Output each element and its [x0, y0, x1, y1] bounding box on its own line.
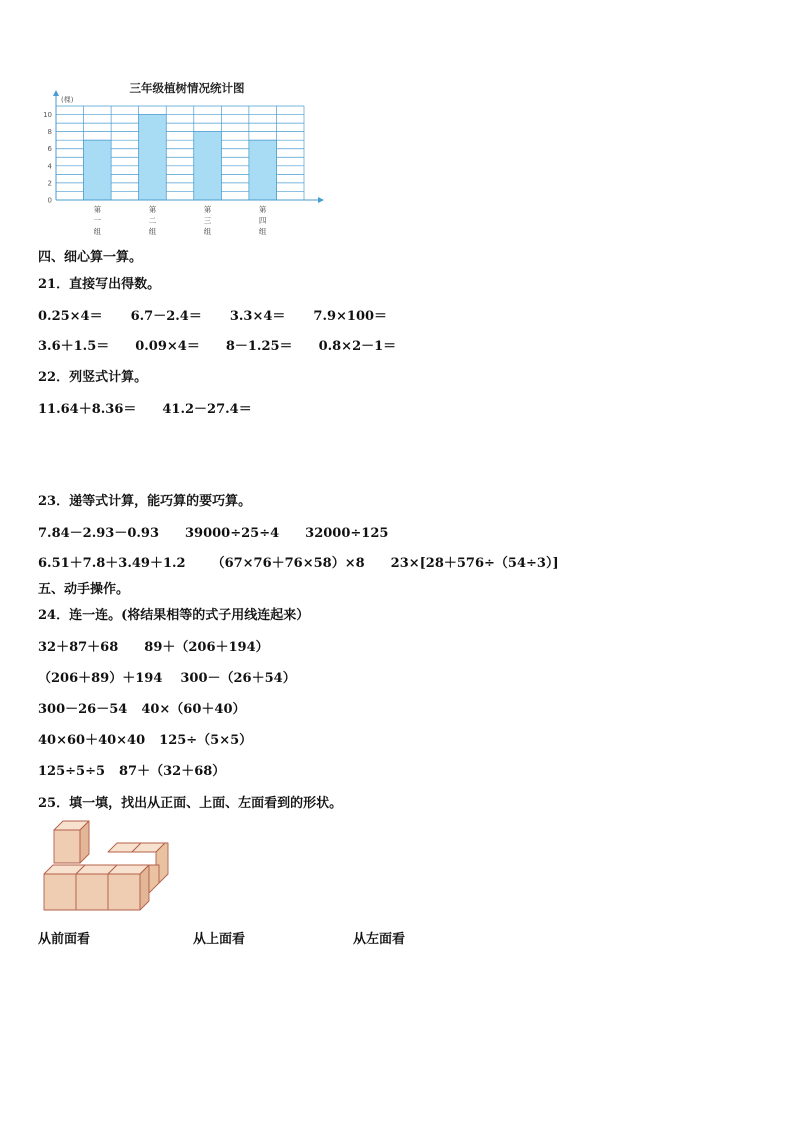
q21-title: 21．直接写出得数。 [38, 277, 161, 292]
cube-front-face [108, 874, 140, 910]
q24-title: 24．连一连。(将结果相等的式子用线连起来） [38, 608, 310, 623]
expression: 0.25×4＝ [38, 309, 103, 324]
left-expression: 125÷5÷5 [38, 764, 106, 779]
x-axis-arrow [318, 197, 324, 203]
bar [139, 115, 167, 200]
q24-row [38, 636, 295, 655]
y-tick-label: 6 [47, 145, 52, 154]
q24-row [38, 667, 322, 686]
cube-front-face [54, 830, 80, 863]
q24-row [38, 760, 251, 779]
q25-title: 25．填一填，找出从正面、上面、左面看到的形状。 [38, 796, 343, 811]
y-tick-label: 8 [47, 128, 52, 137]
left-expression: 32＋87＋68 [38, 640, 119, 655]
q21-row-1 [38, 305, 413, 324]
bar [194, 132, 222, 200]
q22-row-1 [38, 398, 278, 417]
left-expression: 300－26－54 [38, 702, 128, 717]
right-expression: 89＋（206＋194） [144, 640, 269, 655]
cube-front-face [44, 874, 76, 910]
x-tick-label: 组 [93, 227, 102, 236]
expression: 6.51＋7.8＋3.49＋1.2 [38, 556, 186, 571]
x-tick-label: 第 [93, 205, 102, 214]
expression: 32000÷125 [305, 526, 389, 541]
x-tick-label: 一 [93, 216, 102, 225]
chart-title: 三年级植树情况统计图 [129, 81, 245, 95]
bar [249, 140, 277, 200]
view-label-left: 从左面看 [353, 932, 406, 947]
cube-side-face [149, 865, 159, 893]
expression: 7.9×100＝ [313, 309, 388, 324]
x-tick-label: 组 [203, 227, 212, 236]
x-tick-label: 二 [148, 216, 157, 225]
left-expression: （206＋89）＋194 [38, 671, 163, 686]
q21-row-2 [38, 335, 422, 354]
right-expression: 40×（60＋40） [141, 702, 246, 717]
left-expression: 40×60＋40×40 [38, 733, 146, 748]
q24-row [38, 698, 272, 717]
view-label-top: 从上面看 [193, 932, 246, 947]
x-tick-label: 第 [258, 205, 267, 214]
q23-row-1 [38, 522, 414, 541]
right-expression: 87＋（32＋68） [119, 764, 226, 779]
q23-row-2 [38, 552, 585, 571]
y-tick-label: 2 [47, 179, 52, 188]
expression: 0.8×2－1＝ [318, 339, 397, 354]
section-5-heading: 五、动手操作。 [38, 582, 130, 597]
expression: 3.6＋1.5＝ [38, 339, 110, 354]
expression: 3.3×4＝ [229, 309, 286, 324]
x-tick-label: 三 [203, 216, 212, 225]
y-tick-label: 10 [43, 111, 52, 120]
expression: 11.64＋8.36＝ [38, 402, 137, 417]
x-tick-label: 第 [148, 205, 157, 214]
right-expression: 125÷（5×5） [159, 733, 253, 748]
x-tick-label: 四 [258, 216, 267, 225]
q24-row [38, 729, 278, 748]
y-tick-label: 0 [47, 196, 52, 205]
expression: （67×76＋76×58）×8 [211, 556, 365, 571]
x-tick-label: 组 [258, 227, 267, 236]
x-tick-label: 组 [148, 227, 157, 236]
y-axis-unit: (棵) [61, 96, 74, 104]
expression: 6.7－2.4＝ [130, 309, 202, 324]
expression: 23×[28＋576÷（54÷3）] [390, 556, 559, 571]
section-4-heading: 四、细心算一算。 [38, 250, 143, 265]
view-label-front: 从前面看 [38, 932, 91, 947]
x-tick-label: 第 [203, 205, 212, 214]
expression: 8－1.25＝ [225, 339, 293, 354]
y-tick-label: 4 [47, 162, 52, 171]
expression: 7.84－2.93－0.93 [38, 526, 159, 541]
tree-planting-bar-chart [36, 76, 336, 240]
expression: 0.09×4＝ [135, 339, 200, 354]
right-expression: 300－（26＋54） [180, 671, 296, 686]
cube-front-face [76, 874, 108, 910]
q23-title: 23．递等式计算，能巧算的要巧算。 [38, 494, 252, 509]
expression: 41.2－27.4＝ [162, 402, 252, 417]
q22-title: 22．列竖式计算。 [38, 370, 148, 385]
cube-stack-figure [40, 816, 174, 916]
y-axis-arrow [53, 90, 59, 96]
bar [84, 140, 112, 200]
expression: 39000÷25÷4 [185, 526, 280, 541]
